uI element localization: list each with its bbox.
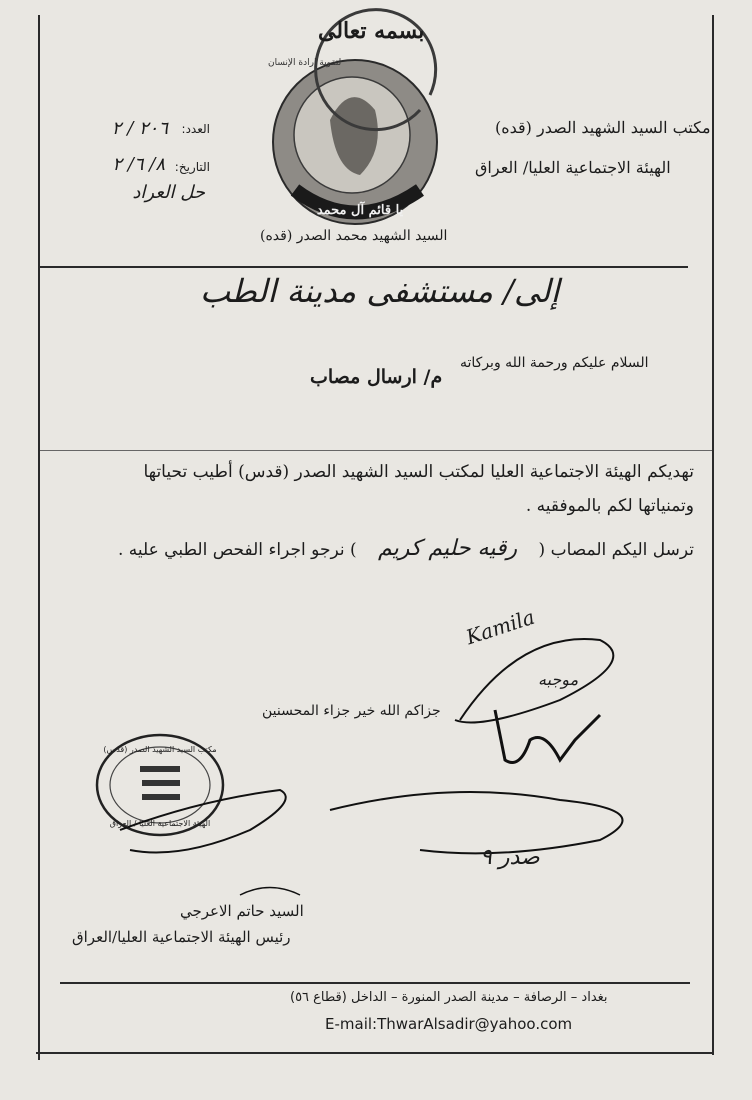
body-line-3-start: ترسل اليكم المصاب ( <box>538 540 694 560</box>
signature-scribble-top <box>455 639 613 723</box>
reference-block <box>60 120 210 208</box>
handwritten-latin-note: Kamila <box>463 604 538 650</box>
ref-extra-note: حل العراد <box>132 182 205 203</box>
basmala-title: بسمه تعالى <box>318 18 425 44</box>
stamp-text-bottom: الهيئة الاجتماعية العليا / العراق <box>109 819 211 828</box>
body-line-3-end: ) نرجو اجراء الفحص الطبي عليه . <box>117 540 357 560</box>
body-line-1: تهديكم الهيئة الاجتماعية العليا لمكتب السيد الشهيد الصدر (قدس) أطيب تحياتها <box>143 462 694 482</box>
organization-name: الهيئة الاجتماعية العليا/ العراق <box>475 158 671 177</box>
stamp-text-top: مكتب السيد الشهيد الصدر (قدس) <box>103 745 217 754</box>
office-name: مكتب السيد الشهيد الصدر (قده) <box>495 118 711 137</box>
ref-number-value: ٢٠٦ / ٢ <box>111 118 168 139</box>
signature-main <box>495 710 600 763</box>
body-line-3 <box>118 536 694 561</box>
logo-caption: السيد الشهيد محمد الصدر (قده) <box>260 228 448 244</box>
signature-scribble-bottom <box>330 792 623 853</box>
ref-date-label: التاريخ: <box>174 160 210 174</box>
closing-line: جزاكم الله خير جزاء المحسنين <box>262 703 441 719</box>
signatory-title: رئيس الهيئة الاجتماعية العليا/العراق <box>72 928 291 946</box>
footer-address: بغداد – الرصافة – مدينة الصدر المنورة – الداخل (قطاع ٥٦) <box>290 990 608 1005</box>
recipient-line: إلى/ مستشفى مدينة الطب <box>200 272 560 310</box>
logo-seal-text: لتقوية إرادة الإنسان <box>268 58 342 68</box>
ref-date-value: ٨/ ٦/ ٢ <box>112 154 165 175</box>
ref-number-label: العدد: <box>181 122 210 136</box>
body-line-2: وتمنياتها لكم بالموفقيه . <box>525 496 694 516</box>
signature-under-name <box>240 888 300 896</box>
subject-line: م/ ارسال مصاب <box>310 366 443 388</box>
signatory-name: السيد حاتم الاعرجي <box>180 902 304 920</box>
greeting: السلام عليكم ورحمة الله وبركاته <box>460 355 649 371</box>
logo-band-text: يا قائم آل محمد <box>316 203 404 218</box>
footer-email: E-mail:ThwarAlsadir@yahoo.com <box>325 1015 573 1033</box>
patient-name: رقيه حليم كريم <box>378 536 518 561</box>
handwritten-note-2: صدر ٩ <box>480 845 540 870</box>
handwritten-note-1: موجبه <box>538 670 579 689</box>
